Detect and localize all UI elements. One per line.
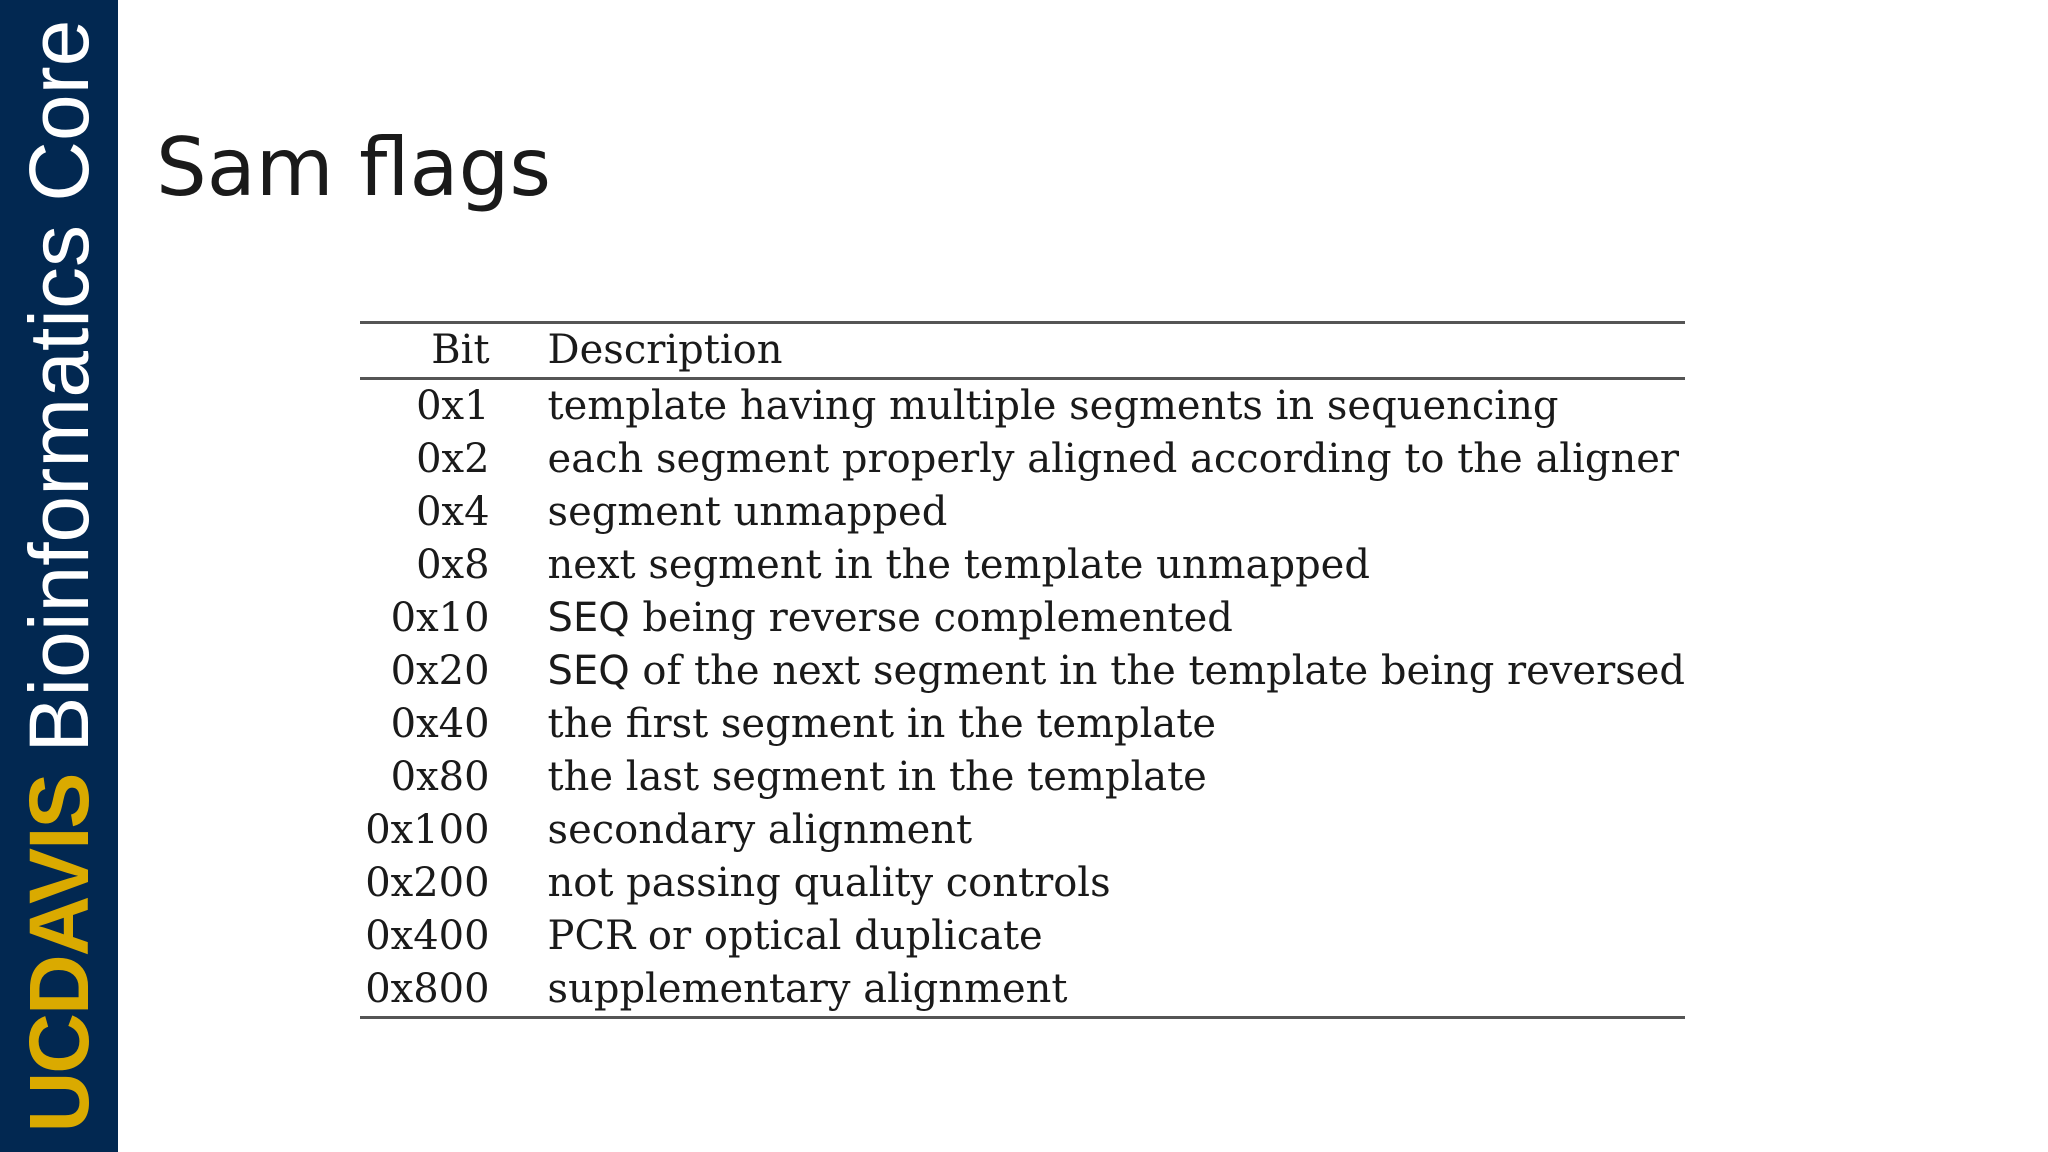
flag-description-cell: [490, 433, 1685, 486]
brand-davis: DAVIS: [12, 774, 106, 1016]
flag-bit: 0x8: [416, 542, 490, 588]
sam-flags-table: [360, 321, 1685, 1019]
table-row: [360, 592, 1685, 645]
flag-description-cell: [490, 857, 1685, 910]
table-row: [360, 539, 1685, 592]
flag-bit: 0x2: [416, 436, 490, 482]
table-row: [360, 379, 1685, 434]
flag-description: secondary alignment: [547, 807, 973, 853]
flag-bit: 0x800: [365, 966, 490, 1012]
flag-description: supplementary alignment: [547, 966, 1068, 1012]
flag-description: template having multiple segments in sequencing: [547, 383, 1559, 429]
flag-description-cell: [490, 379, 1685, 434]
table-row: [360, 963, 1685, 1018]
seq-keyword: SEQ: [547, 648, 630, 694]
flag-bit: 0x10: [390, 595, 490, 641]
table-row: [360, 804, 1685, 857]
table-row: [360, 645, 1685, 698]
flag-description: PCR or optical duplicate: [547, 913, 1043, 959]
flag-bit: 0x80: [390, 754, 490, 800]
flag-description: the first segment in the template: [547, 701, 1217, 747]
flag-bit: 0x400: [365, 913, 490, 959]
flag-description-cell: [490, 539, 1685, 592]
flag-description: being reverse complemented: [629, 595, 1233, 641]
flag-description-cell: [490, 698, 1685, 751]
flag-bit: 0x100: [365, 807, 490, 853]
seq-keyword: SEQ: [547, 595, 630, 641]
flag-bit: 0x40: [390, 701, 490, 747]
table-row: [360, 433, 1685, 486]
table-row: [360, 910, 1685, 963]
brand-logo: [14, 11, 104, 1141]
flag-description: next segment in the template unmapped: [547, 542, 1370, 588]
header-bit: Bit: [431, 327, 490, 373]
brand-sidebar: [0, 0, 118, 1152]
flag-description: not passing quality controls: [547, 860, 1111, 906]
flag-description-cell: [490, 592, 1685, 645]
flag-description: each segment properly aligned according to the aligner: [547, 436, 1680, 482]
flag-description-cell: [490, 963, 1685, 1018]
flag-bit: 0x1: [416, 383, 490, 429]
flag-description-cell: [490, 751, 1685, 804]
table-row: [360, 751, 1685, 804]
table-row: [360, 698, 1685, 751]
table-body: [360, 379, 1685, 1018]
flag-description-cell: [490, 486, 1685, 539]
table-row: [360, 486, 1685, 539]
brand-uc: UC: [12, 1015, 106, 1133]
header-description: Description: [547, 327, 783, 373]
flag-bit: 0x4: [416, 489, 490, 535]
flag-description: segment unmapped: [547, 489, 948, 535]
slide-title: Sam flags: [156, 121, 552, 214]
flag-bit: 0x20: [390, 648, 490, 694]
table-header-row: [360, 323, 1685, 379]
flag-bit: 0x200: [365, 860, 490, 906]
flag-description-cell: [490, 645, 1685, 698]
table-row: [360, 857, 1685, 910]
flag-description-cell: [490, 804, 1685, 857]
brand-core-label: Bioinformatics Core: [12, 19, 106, 753]
flag-description: the last segment in the template: [547, 754, 1207, 800]
flag-description-cell: [490, 910, 1685, 963]
flag-description: of the next segment in the template being reversed: [629, 648, 1685, 694]
